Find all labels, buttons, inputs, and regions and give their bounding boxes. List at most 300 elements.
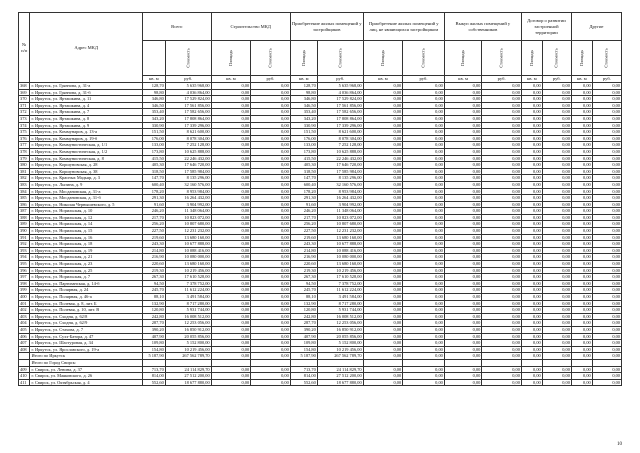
value-cell: 0,00	[444, 254, 481, 261]
value-cell: 0,00	[403, 195, 445, 202]
row-number-cell: 384	[19, 188, 30, 195]
value-cell: 0,00	[521, 379, 542, 386]
value-cell: 0,00	[363, 254, 403, 261]
value-cell: 0,00	[403, 254, 445, 261]
value-cell: 0,00	[542, 320, 571, 327]
value-cell: 0,00	[482, 109, 522, 116]
header-group-purchase-non-developers: Приобретение жилых помещений у лиц, не являющихся застройщиком	[363, 13, 444, 41]
address-cell: г. Иркутск, ул. Норильская, д. 10	[30, 208, 142, 215]
value-cell: 330,90	[290, 122, 317, 129]
subheader-area: Площадь	[211, 41, 251, 76]
row-number-cell: 377	[19, 142, 30, 149]
value-cell: 0,00	[542, 122, 571, 129]
value-cell: 17 808 864,00	[165, 115, 211, 122]
address-cell: г. Иркутск, ул. Николая Чернышевского, д. 5	[30, 201, 142, 208]
address-cell: г. Иркутск, ул. Полевая, д. 10, лит. В	[30, 307, 142, 314]
value-cell: 0,00	[521, 96, 542, 103]
value-cell: 0,00	[592, 115, 621, 122]
unit-rub: руб.	[165, 76, 211, 83]
value-cell: 0,00	[403, 115, 445, 122]
table-row	[19, 346, 622, 353]
value-cell: 0,00	[363, 148, 403, 155]
value-cell: 24 114 829,70	[317, 366, 363, 373]
value-cell: 10 823 072,00	[165, 214, 211, 221]
value-cell: 17 585 984,00	[317, 168, 363, 175]
value-cell: 5 187,90	[142, 353, 165, 360]
value-cell: 0,00	[211, 188, 251, 195]
value-cell: 0,00	[521, 280, 542, 287]
value-cell: 0,00	[521, 326, 542, 333]
value-cell: 216,90	[142, 254, 165, 261]
value-cell: 0,00	[542, 115, 571, 122]
value-cell: 0,00	[571, 208, 592, 215]
value-cell: 0,00	[211, 115, 251, 122]
value-cell: 16 264 432,00	[165, 195, 211, 202]
value-cell: 16 008 512,00	[165, 313, 211, 320]
value-cell: 0,00	[403, 148, 445, 155]
value-cell: 0,00	[571, 188, 592, 195]
address-cell: г. Иркутск, ул. Сухэ-Батора, д. 47	[30, 333, 142, 340]
value-cell: 0,00	[363, 175, 403, 182]
value-cell: 32 160 576,00	[165, 181, 211, 188]
value-cell: 0,00	[592, 135, 621, 142]
value-cell: 0,00	[571, 333, 592, 340]
value-cell: 3 904 992,00	[165, 201, 211, 208]
value-cell: 246,20	[142, 208, 165, 215]
value-cell: 0,00	[444, 181, 481, 188]
value-cell: 0,00	[542, 313, 571, 320]
table-row	[19, 102, 622, 109]
table-row	[19, 366, 622, 373]
value-cell: 0,00	[571, 115, 592, 122]
subtotal-row	[19, 359, 622, 366]
value-cell: 17 561 856,00	[165, 102, 211, 109]
subheader-cost: Стоимость	[317, 41, 363, 76]
value-cell: 346,80	[142, 96, 165, 103]
value-cell: 217,70	[142, 214, 165, 221]
value-cell: 0,00	[571, 346, 592, 353]
table-row	[19, 89, 622, 96]
value-cell: 0,00	[251, 261, 291, 268]
address-cell: г. Иркутск, ул. Коммунаров, д. 13-а	[30, 129, 142, 136]
value-cell: 20 055 856,00	[317, 333, 363, 340]
subheader-area: Площадь	[444, 41, 481, 76]
value-cell: 10 219 456,00	[165, 346, 211, 353]
value-cell: 0,00	[211, 208, 251, 215]
value-cell: 154,80	[290, 346, 317, 353]
value-cell: 0,00	[482, 326, 522, 333]
table-row	[19, 379, 622, 386]
address-cell: г. Иркутск, ул. Норильская, д. 7	[30, 274, 142, 281]
value-cell: 0,00	[211, 287, 251, 294]
value-cell: 0,00	[592, 155, 621, 162]
row-number-cell: 373	[19, 115, 30, 122]
value-cell: 0,00	[444, 155, 481, 162]
value-cell: 217,70	[290, 214, 317, 221]
value-cell: 0,00	[542, 379, 571, 386]
value-cell: 0,00	[592, 122, 621, 129]
value-cell: 0,00	[251, 162, 291, 169]
value-cell: 120,80	[142, 307, 165, 314]
row-number-cell: 410	[19, 373, 30, 380]
value-cell: 0,00	[571, 280, 592, 287]
value-cell: 0,00	[521, 294, 542, 301]
row-number-cell: 401	[19, 300, 30, 307]
unit-rub: руб.	[592, 76, 621, 83]
value-cell: 0,00	[521, 300, 542, 307]
row-number-cell: 396	[19, 267, 30, 274]
value-cell: 0,00	[571, 142, 592, 149]
value-cell: 109,80	[142, 340, 165, 347]
value-cell: 0,00	[403, 175, 445, 182]
value-cell	[592, 359, 621, 366]
value-cell: 0,00	[542, 142, 571, 149]
value-cell: 8 953 984,00	[165, 188, 211, 195]
value-cell: 0,00	[211, 340, 251, 347]
value-cell: 0,00	[482, 247, 522, 254]
row-number-cell: 379	[19, 155, 30, 162]
address-cell: г. Иркутск, ул. Норильская, д. 19	[30, 247, 142, 254]
value-cell: 390,20	[142, 326, 165, 333]
value-cell: 0,00	[542, 208, 571, 215]
value-cell: 18 677 880,00	[165, 379, 211, 386]
value-cell: 0,00	[403, 208, 445, 215]
value-cell: 0,00	[542, 201, 571, 208]
value-cell: 10 823 072,00	[317, 214, 363, 221]
table-row	[19, 155, 622, 162]
address-cell: г. Иркутск, ул. Полярная, д. 46-а	[30, 294, 142, 301]
value-cell: 16 850 912,00	[165, 326, 211, 333]
value-cell: 0,00	[251, 148, 291, 155]
value-cell: 0,00	[482, 274, 522, 281]
value-cell: 0,00	[482, 313, 522, 320]
value-cell: 0,00	[521, 181, 542, 188]
value-cell: 0,00	[482, 280, 522, 287]
value-cell: 0,00	[403, 294, 445, 301]
value-cell: 0,00	[211, 234, 251, 241]
address-cell: г. Иркутск, ул. Стахова, д. 7	[30, 326, 142, 333]
address-cell: г. Свирск, ул. Ленина, д. 37	[30, 366, 142, 373]
row-number-cell: 390	[19, 228, 30, 235]
row-number-cell: 374	[19, 122, 30, 129]
value-cell: 0,00	[482, 201, 522, 208]
value-cell: 0,00	[521, 201, 542, 208]
value-cell: 0,00	[571, 353, 592, 360]
value-cell: 216,90	[290, 254, 317, 261]
value-cell: 0,00	[444, 208, 481, 215]
value-cell: 0,00	[444, 379, 481, 386]
value-cell: 17 808 864,00	[317, 115, 363, 122]
value-cell: 0,00	[251, 333, 291, 340]
value-cell: 0,00	[403, 241, 445, 248]
value-cell: 24 114 829,70	[165, 366, 211, 373]
value-cell: 0,00	[482, 254, 522, 261]
row-number-cell: 399	[19, 287, 30, 294]
table-row	[19, 201, 622, 208]
table-row	[19, 254, 622, 261]
value-cell: 0,00	[542, 195, 571, 202]
table-body	[19, 83, 622, 386]
value-cell: 0,00	[571, 135, 592, 142]
address-cell: г. Иркутск, ул. Сходня, д. 62/9	[30, 320, 142, 327]
address-cell: г. Иркутск, ул. Ярташкина, д. 8	[30, 115, 142, 122]
value-cell: 0,00	[482, 320, 522, 327]
value-cell: 0,00	[571, 175, 592, 182]
value-cell: 0,00	[251, 135, 291, 142]
value-cell: 4 036 864,00	[317, 89, 363, 96]
value-cell: 0,00	[542, 83, 571, 90]
value-cell: 0,00	[542, 366, 571, 373]
value-cell: 220,60	[290, 261, 317, 268]
table-row	[19, 228, 622, 235]
value-cell: 0,00	[592, 366, 621, 373]
address-cell: г. Иркутск, ул. Лызина, д. 9	[30, 181, 142, 188]
value-cell: 0,00	[542, 326, 571, 333]
value-cell: 0,00	[482, 221, 522, 228]
table-row	[19, 287, 622, 294]
value-cell: 94,50	[142, 280, 165, 287]
value-cell: 0,00	[211, 294, 251, 301]
value-cell: 0,00	[521, 241, 542, 248]
value-cell: 0,00	[251, 247, 291, 254]
value-cell: 12 253 056,00	[165, 320, 211, 327]
value-cell: 0,00	[363, 214, 403, 221]
value-cell	[482, 359, 522, 366]
table-row	[19, 307, 622, 314]
value-cell	[317, 359, 363, 366]
value-cell: 0,00	[403, 373, 445, 380]
value-cell: 256,20	[290, 221, 317, 228]
value-cell: 0,00	[592, 234, 621, 241]
value-cell: 10 219 456,00	[317, 346, 363, 353]
subheader-area	[142, 41, 165, 76]
value-cell: 11 348 064,00	[317, 208, 363, 215]
value-cell: 0,00	[363, 96, 403, 103]
value-cell: 600,40	[142, 181, 165, 188]
value-cell: 12 231 232,00	[165, 228, 211, 235]
value-cell: 242,80	[290, 313, 317, 320]
unit-rub: руб.	[542, 76, 571, 83]
value-cell: 17 582 656,00	[317, 109, 363, 116]
value-cell: 0,00	[363, 115, 403, 122]
value-cell: 0,00	[251, 228, 291, 235]
table-row	[19, 214, 622, 221]
value-cell: 12 231 232,00	[317, 228, 363, 235]
row-number-cell: 387	[19, 208, 30, 215]
value-cell: 0,00	[542, 148, 571, 155]
value-cell: 227,50	[290, 228, 317, 235]
value-cell: 5 931 744,00	[165, 307, 211, 314]
value-cell: 10 807 680,00	[165, 221, 211, 228]
value-cell: 0,00	[592, 142, 621, 149]
value-cell: 0,00	[482, 366, 522, 373]
value-cell	[571, 359, 592, 366]
value-cell: 0,00	[251, 188, 291, 195]
value-cell: 0,00	[403, 234, 445, 241]
value-cell: 0,00	[542, 294, 571, 301]
value-cell: 8 135 296,00	[165, 175, 211, 182]
value-cell: 0,00	[482, 175, 522, 182]
value-cell: 0,00	[444, 307, 481, 314]
header-group-total: Всего	[142, 13, 211, 41]
value-cell: 0,00	[251, 89, 291, 96]
value-cell: 219,60	[142, 234, 165, 241]
value-cell: 151,50	[142, 129, 165, 136]
value-cell: 0,00	[571, 195, 592, 202]
value-cell: 0,00	[521, 175, 542, 182]
value-cell: 0,00	[211, 261, 251, 268]
value-cell: 0,00	[592, 129, 621, 136]
value-cell: 0,00	[444, 162, 481, 169]
row-number-cell: 411	[19, 379, 30, 386]
value-cell: 10 080 000,00	[165, 254, 211, 261]
row-number-cell: 376	[19, 135, 30, 142]
value-cell: 0,00	[363, 201, 403, 208]
value-cell: 0,00	[251, 155, 291, 162]
value-cell: 0,00	[571, 379, 592, 386]
value-cell: 0,00	[482, 129, 522, 136]
value-cell: 353,40	[290, 109, 317, 116]
value-cell: 0,00	[444, 241, 481, 248]
value-cell: 0,00	[592, 83, 621, 90]
value-cell: 0,00	[482, 122, 522, 129]
value-cell: 0,00	[592, 379, 621, 386]
value-cell: 0,00	[571, 181, 592, 188]
page-number: 10	[617, 442, 622, 447]
value-cell: 0,00	[542, 241, 571, 248]
value-cell: 0,00	[211, 247, 251, 254]
value-cell: 0,00	[444, 261, 481, 268]
value-cell: 0,00	[211, 241, 251, 248]
value-cell: 0,00	[363, 129, 403, 136]
value-cell: 0,00	[363, 208, 403, 215]
row-number-cell	[19, 353, 30, 360]
value-cell: 214,80	[142, 247, 165, 254]
value-cell: 5 635 968,00	[317, 83, 363, 90]
value-cell: 0,00	[363, 135, 403, 142]
address-cell: г. Иркутск, ул. Коммунистическая, д. 8	[30, 155, 142, 162]
value-cell: 0,00	[444, 234, 481, 241]
value-cell: 0,00	[521, 234, 542, 241]
value-cell: 0,00	[542, 353, 571, 360]
table-row	[19, 115, 622, 122]
value-cell: 0,00	[482, 148, 522, 155]
table-row	[19, 83, 622, 90]
value-cell: 0,00	[542, 373, 571, 380]
value-cell: 0,00	[482, 181, 522, 188]
row-number-cell: 368	[19, 83, 30, 90]
value-cell: 0,00	[542, 96, 571, 103]
value-cell: 0,00	[363, 287, 403, 294]
value-cell: 0,00	[521, 142, 542, 149]
value-cell: 0,00	[542, 274, 571, 281]
value-cell: 407,90	[290, 333, 317, 340]
value-cell: 0,00	[363, 83, 403, 90]
value-cell: 13 680 160,00	[165, 234, 211, 241]
unit-rub: руб.	[403, 76, 445, 83]
value-cell: 5 152 800,00	[165, 340, 211, 347]
value-cell: 0,00	[542, 89, 571, 96]
value-cell: 0,00	[521, 214, 542, 221]
address-cell: Итого по Город Свирск:	[30, 359, 142, 366]
subheader-area: Площадь	[290, 41, 317, 76]
value-cell: 0,00	[251, 373, 291, 380]
value-cell: 13 680 160,00	[317, 261, 363, 268]
value-cell: 0,00	[592, 307, 621, 314]
address-cell: г. Иркутск, ул. Мосдановская, д. 31-б	[30, 195, 142, 202]
value-cell: 91,60	[142, 201, 165, 208]
value-cell: 0,00	[403, 201, 445, 208]
value-cell: 0,00	[403, 109, 445, 116]
row-number-cell: 397	[19, 274, 30, 281]
value-cell: 346,50	[290, 102, 317, 109]
subheader-area: Площадь	[363, 41, 403, 76]
value-cell: 0,00	[251, 300, 291, 307]
value-cell: 353,40	[142, 109, 165, 116]
value-cell: 219,30	[142, 267, 165, 274]
row-number-cell: 375	[19, 129, 30, 136]
value-cell: 17 610 528,00	[165, 274, 211, 281]
value-cell: 0,00	[363, 300, 403, 307]
value-cell: 0,00	[363, 353, 403, 360]
value-cell: 0,00	[571, 129, 592, 136]
address-cell: г. Иркутск, ул. Коршуновская, д. 28	[30, 162, 142, 169]
value-cell: 0,00	[571, 155, 592, 162]
value-cell: 0,00	[403, 274, 445, 281]
value-cell: 0,00	[211, 148, 251, 155]
value-cell: 0,00	[542, 254, 571, 261]
value-cell: 0,00	[444, 373, 481, 380]
address-cell: г. Свирск, ул. Октябрьская, д. 4	[30, 379, 142, 386]
value-cell: 10 625 888,00	[317, 148, 363, 155]
value-cell: 0,00	[444, 89, 481, 96]
value-cell: 173,80	[142, 148, 165, 155]
value-cell: 0,00	[521, 109, 542, 116]
value-cell: 0,00	[363, 247, 403, 254]
value-cell: 0,00	[592, 320, 621, 327]
value-cell: 0,00	[521, 274, 542, 281]
value-cell: 0,00	[592, 241, 621, 248]
subheader-cost: Стоимость	[592, 41, 621, 76]
unit-rub: руб.	[482, 76, 522, 83]
row-number-cell: 369	[19, 89, 30, 96]
value-cell: 0,00	[482, 195, 522, 202]
unit-sqm: кв. м	[521, 76, 542, 83]
value-cell: 245,70	[142, 287, 165, 294]
table-row	[19, 129, 622, 136]
value-cell: 0,00	[444, 168, 481, 175]
value-cell: 0,00	[592, 346, 621, 353]
value-cell: 814,00	[290, 373, 317, 380]
value-cell: 245,70	[290, 287, 317, 294]
table-row	[19, 241, 622, 248]
table-row	[19, 320, 622, 327]
value-cell: 0,00	[251, 96, 291, 103]
value-cell: 10 088 416,00	[317, 247, 363, 254]
value-cell: 0,00	[521, 155, 542, 162]
value-cell: 0,00	[211, 313, 251, 320]
value-cell: 0,00	[251, 83, 291, 90]
value-cell: 0,00	[403, 168, 445, 175]
value-cell: 0,00	[482, 300, 522, 307]
value-cell: 0,00	[482, 340, 522, 347]
table-row	[19, 96, 622, 103]
value-cell: 0,00	[211, 267, 251, 274]
value-cell: 0,00	[444, 353, 481, 360]
value-cell: 0,00	[251, 287, 291, 294]
table-row	[19, 168, 622, 175]
value-cell: 0,00	[444, 346, 481, 353]
